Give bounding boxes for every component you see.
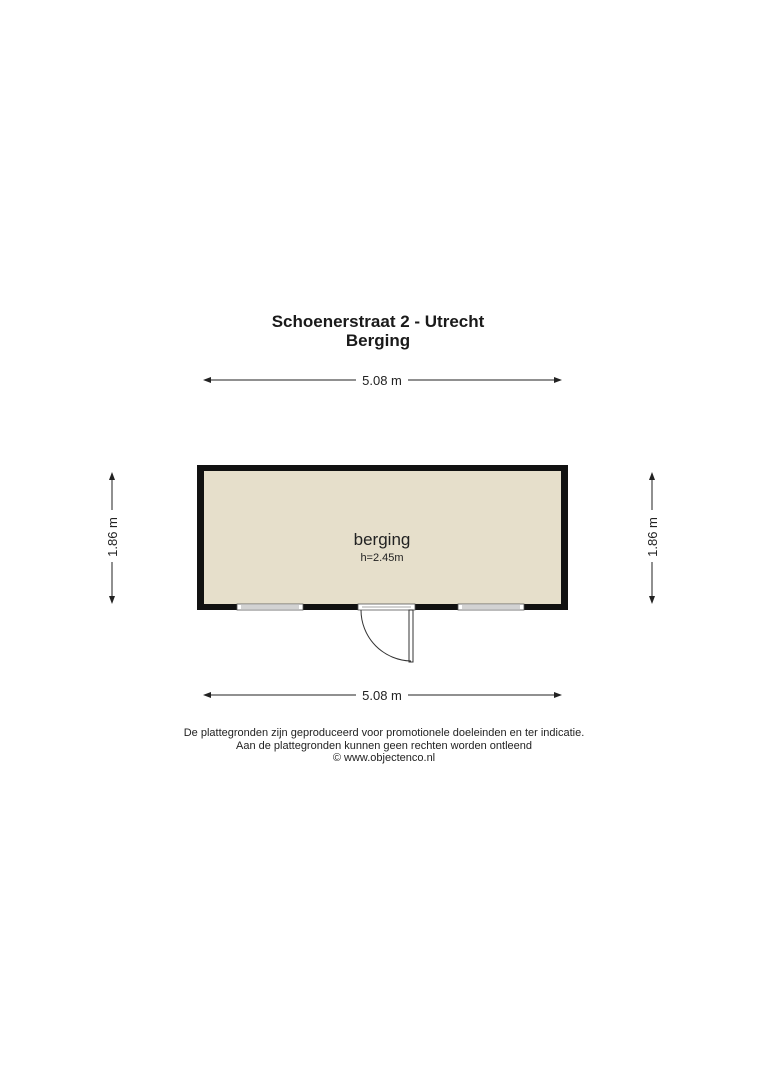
window-right <box>458 604 524 610</box>
door-swing-arc <box>361 610 411 661</box>
disclaimer-line-2: Aan de plattegronden kunnen geen rechten worden ontleend <box>235 739 532 752</box>
dimension-left-label: 1.86 m <box>105 517 120 557</box>
arrow-up-icon <box>109 472 115 480</box>
disclaimer-line-1: De plattegronden zijn geproduceerd voor promotionele doeleinden en ter indicatie. <box>183 727 585 739</box>
dimension-right <box>645 472 660 604</box>
arrow-right-icon <box>554 692 562 698</box>
copyright-line: © www.objectenco.nl <box>332 752 436 764</box>
arrow-down-icon <box>649 596 655 604</box>
wall-right <box>561 465 568 610</box>
arrow-left-icon <box>203 377 211 383</box>
room-name-label: berging <box>353 530 411 549</box>
arrow-up-icon <box>649 472 655 480</box>
disclaimer <box>2 727 764 765</box>
dimension-bottom <box>203 688 562 703</box>
wall-bottom-segment <box>303 604 358 610</box>
room-height-label: h=2.45m <box>360 552 404 564</box>
door <box>358 604 415 662</box>
plan-title-address: Schoenerstraat 2 - Utrecht <box>271 312 485 331</box>
wall-left <box>197 465 204 610</box>
plan-title-floor: Berging <box>345 331 411 350</box>
wall-bottom-segment <box>197 604 237 610</box>
dimension-left <box>105 472 120 604</box>
dimension-top-label: 5.08 m <box>362 373 402 388</box>
wall-bottom-segment <box>415 604 458 610</box>
dimension-right-label: 1.86 m <box>645 517 660 557</box>
wall-bottom-segment <box>524 604 568 610</box>
door-leaf <box>409 610 413 662</box>
dimension-bottom-label: 5.08 m <box>362 688 402 703</box>
wall-top <box>197 465 568 471</box>
arrow-down-icon <box>109 596 115 604</box>
arrow-left-icon <box>203 692 211 698</box>
window-left <box>237 604 303 610</box>
arrow-right-icon <box>554 377 562 383</box>
dimension-top <box>203 373 562 388</box>
